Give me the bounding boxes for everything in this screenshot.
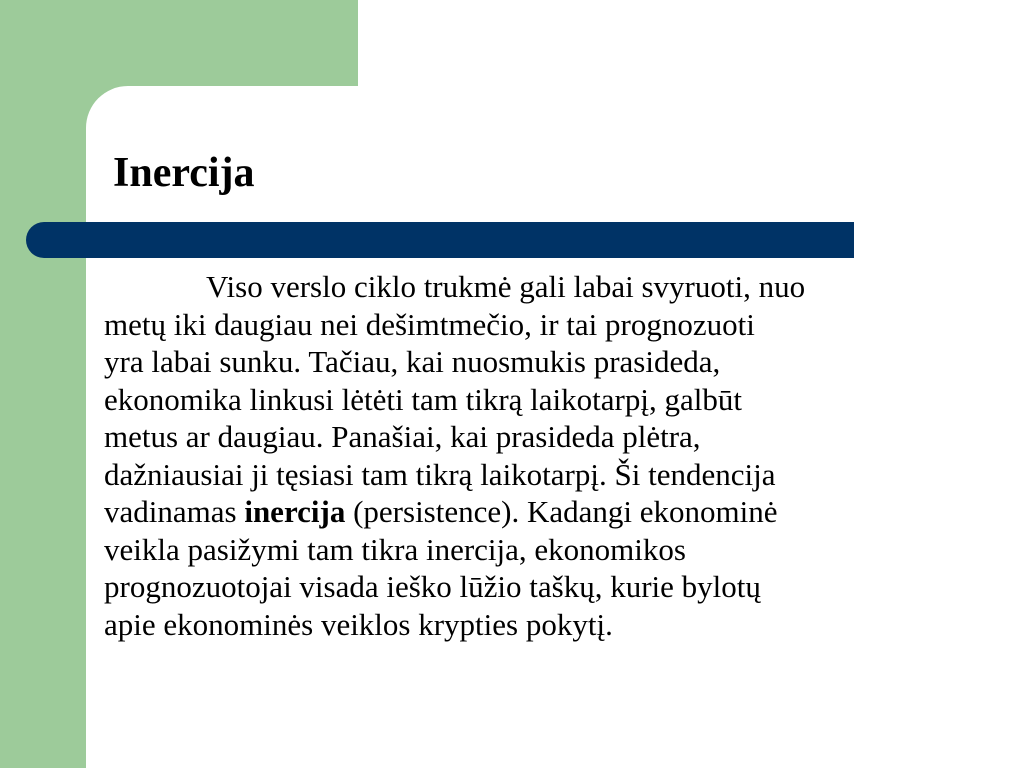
slide-body-paragraph: [104, 268, 994, 643]
body-line: dažniausiai ji tęsiasi tam tikrą laikotarpį. Ši tendencija: [104, 456, 776, 492]
body-line: [104, 493, 994, 531]
body-line: metus ar daugiau. Panašiai, kai prasideda plėtra,: [104, 419, 701, 454]
body-line: prognozuotojai visada ieško lūžio taškų, kurie bylotų: [104, 569, 761, 604]
body-line: Viso verslo ciklo trukmė gali labai svyruoti, nuo: [206, 269, 806, 304]
slide-title: Inercija: [113, 150, 255, 196]
body-text-segment: (persistence). Kadangi ekonominė: [345, 494, 778, 529]
title-underline-bar: [26, 222, 854, 258]
body-line: yra labai sunku. Tačiau, kai nuosmukis prasideda,: [104, 344, 721, 379]
body-line: ekonomika linkusi lėtėti tam tikrą laikotarpį, galbūt: [104, 381, 742, 417]
body-line: veikla pasižymi tam tikra inercija, ekonomikos: [104, 531, 686, 567]
body-line: apie ekonominės veiklos krypties pokytį.: [104, 606, 613, 642]
term-inercija: inercija: [244, 494, 346, 529]
body-text-segment: vadinamas: [104, 494, 245, 529]
body-line: metų iki daugiau nei dešimtmečio, ir tai prognozuoti: [104, 306, 755, 342]
